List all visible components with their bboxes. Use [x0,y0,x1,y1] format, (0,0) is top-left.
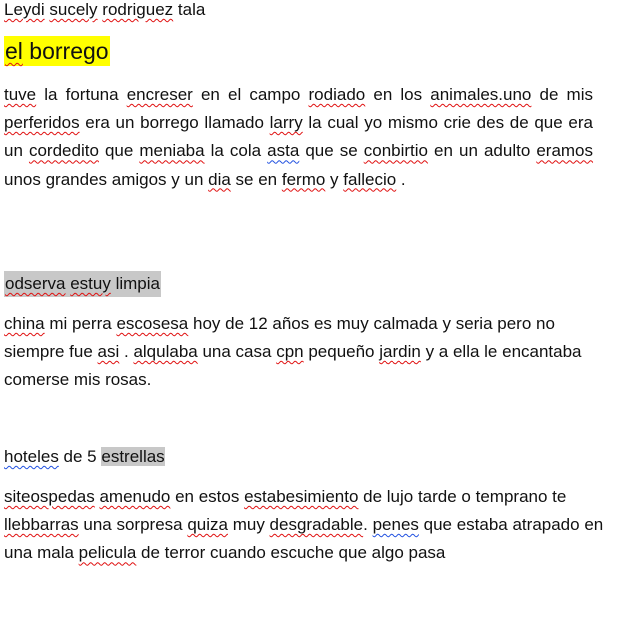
spell-error: fermo [281,169,326,189]
spell-error: sucely [49,0,98,19]
spell-error: el [5,38,23,64]
spell-error: desgradable [269,515,364,535]
spell-error: alqulaba [133,342,198,362]
spell-error: pelicula [78,543,137,563]
spell-error: eramos [536,141,594,161]
heading-3 [4,444,165,470]
spell-error: jardin [379,342,421,362]
spell-error: estuy [70,274,111,293]
text-run: era un borrego llamado [79,113,270,133]
text-run: la cual yo mismo crie des de que era un [4,113,593,161]
text-run: se en [230,169,282,189]
text-run: una sorpresa [78,515,188,535]
spell-error: cpn [276,342,304,362]
text-run: en estos [170,487,245,506]
paragraph-3 [4,483,604,568]
text-run: . [363,515,373,535]
spell-error: estabesimiento [244,487,359,506]
spell-error: quiza [187,515,228,535]
spell-error: rodriguez [102,0,174,19]
paragraph-1 [4,81,593,194]
text-run: hoy de 12 años es muy calmada y seria pero no siempre fue [4,314,555,362]
text-run: una casa [197,342,277,362]
spell-error: fallecio [343,169,397,189]
text-run: . [119,342,134,362]
text-run: la fortuna [36,85,127,104]
grammar-error: hoteles [4,447,59,466]
text-run: . [396,169,406,189]
spell-error: meniaba [139,141,205,161]
text-run: mi perra [44,314,117,333]
spell-error: china [4,314,45,333]
text-run: tala [173,0,206,19]
spell-error: escosesa [116,314,189,333]
text-run: de mis [531,85,593,104]
document-title [4,36,110,66]
spell-error: perferidos [4,113,80,133]
spell-error: animales.uno [430,85,532,104]
text-run: limpia [110,274,160,293]
spell-error: encreser [126,85,193,104]
text-run: que [98,141,140,161]
spell-error: odserva [5,274,66,293]
text-run: en los [365,85,431,104]
spell-error: Leydi [4,0,45,19]
text-run: la cola [204,141,268,161]
grammar-error: asta [267,141,300,161]
paragraph-2 [4,310,604,395]
spell-error: siteospedas [4,487,95,506]
spell-error: cordedito [28,141,99,161]
text-run: en un adulto [428,141,537,161]
spell-error: larry [269,113,303,133]
author-line [4,0,205,21]
text-run: y [325,169,344,189]
spell-error: amenudo [99,487,171,506]
spell-error: llebbarras [4,515,79,535]
text-run: de 5 [58,447,102,466]
spell-error: asi [97,342,120,362]
grammar-error: penes [372,515,419,535]
spell-error: dia [208,169,231,189]
text-run: que se [299,141,364,161]
spell-error: rodiado [308,85,366,104]
text-run: pequeño [303,342,380,362]
highlighted-word: estrellas [101,447,165,466]
text-run: de terror cuando escuche que algo pasa [136,543,446,563]
spell-error: conbirtio [363,141,428,161]
text-run: borrego [29,38,109,64]
heading-2 [4,271,161,297]
text-run: de lujo tarde o temprano te [358,487,567,506]
text-run: en el campo [192,85,309,104]
text-run: muy [227,515,270,535]
text-run: y a ella le encantaba comerse mis rosas. [4,342,582,390]
text-run: unos grandes amigos y un [4,169,209,189]
spell-error: tuve [4,85,37,104]
text-run: que estaba atrapado en una mala [4,515,604,563]
